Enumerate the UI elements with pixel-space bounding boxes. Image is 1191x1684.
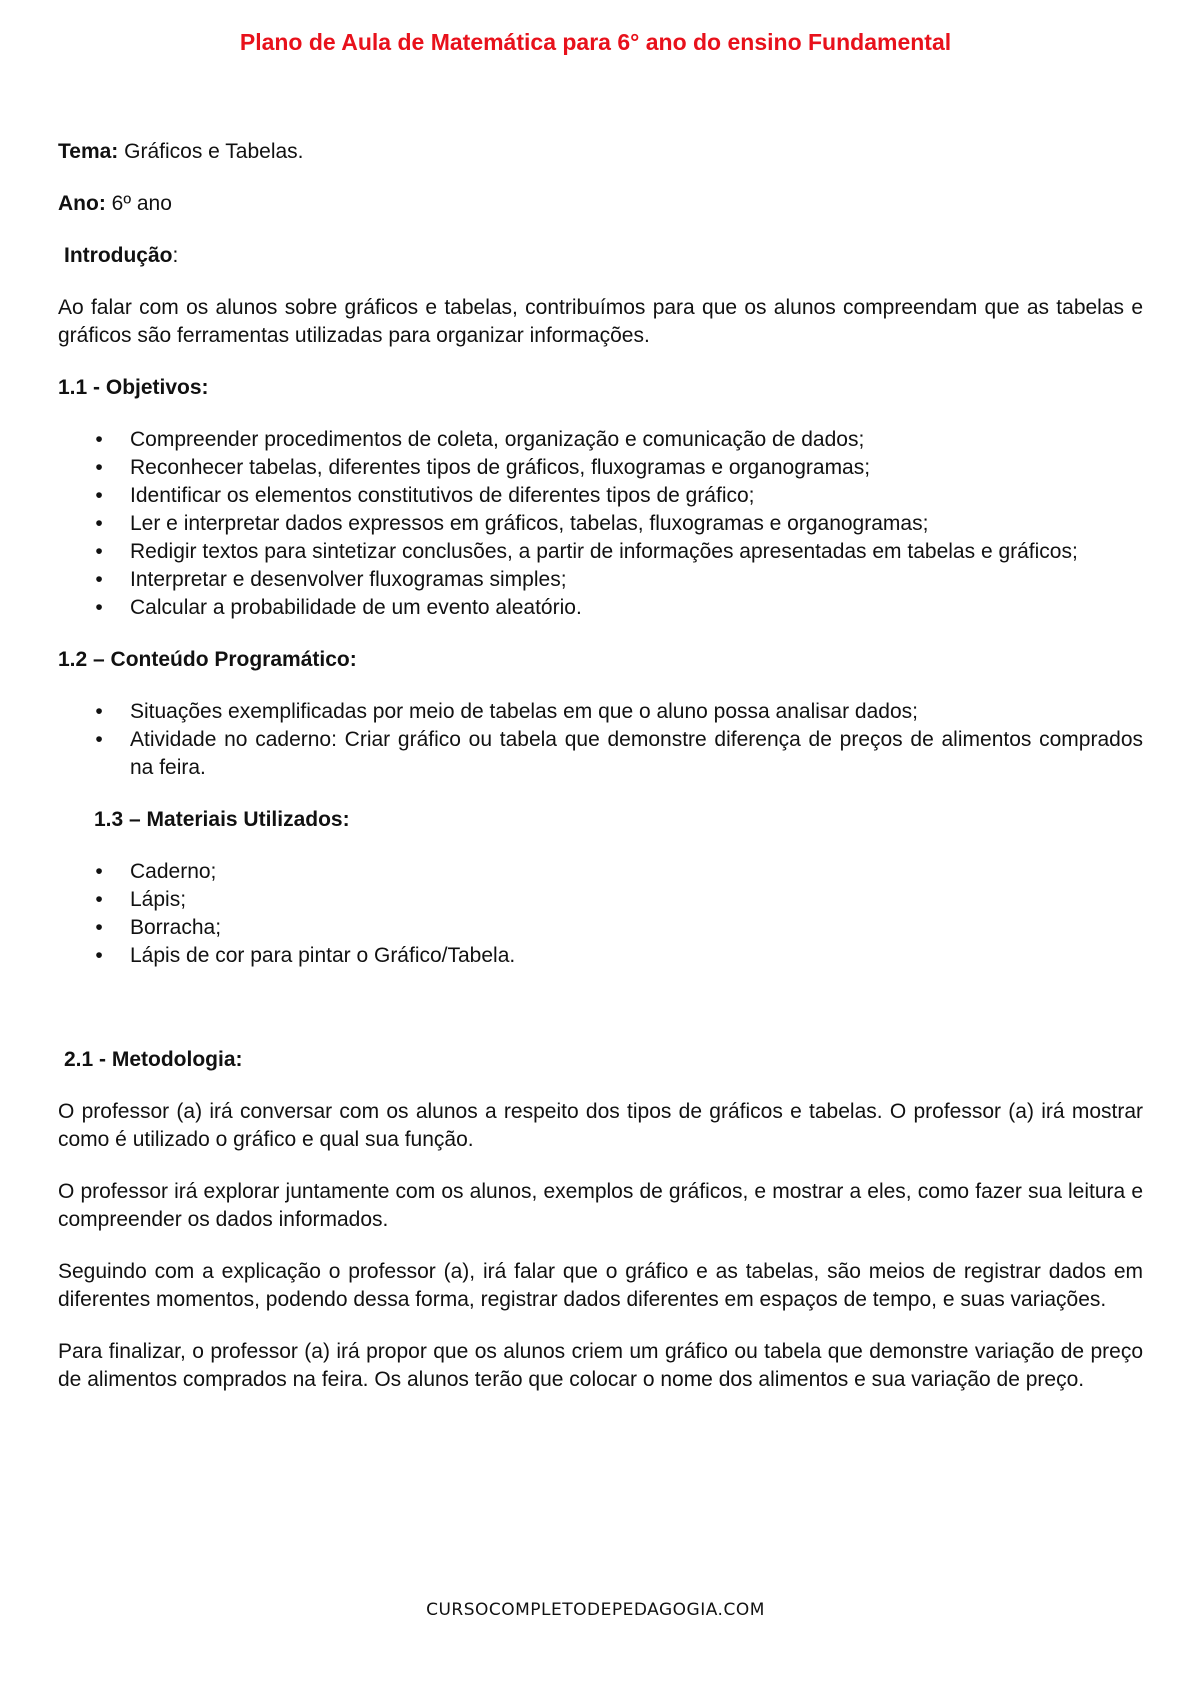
list-item-text: Compreender procedimentos de coleta, organização e comunicação de dados; xyxy=(130,428,865,451)
list-item xyxy=(58,538,1143,566)
list-item xyxy=(58,510,1143,538)
bullet-icon: • xyxy=(95,484,103,507)
tema-field xyxy=(58,138,1143,166)
bullet-icon: • xyxy=(95,568,103,591)
metodologia-paragraph: Seguindo com a explicação o professor (a), irá falar que o gráfico e as tabelas, são meios de registrar dados em diferentes momentos, podendo dessa forma, registrar dados diferentes em espaços de tempo, e suas variações. xyxy=(58,1260,1143,1311)
list-item-text: Situações exemplificadas por meio de tabelas em que o aluno possa analisar dados; xyxy=(130,700,918,723)
bullet-icon: • xyxy=(95,456,103,479)
introducao-heading xyxy=(58,242,1143,270)
list-item-text: Borracha; xyxy=(130,916,222,939)
list-item xyxy=(58,886,1143,914)
list-item-text: Calcular a probabilidade de um evento aleatório. xyxy=(130,596,582,619)
bullet-icon: • xyxy=(95,944,103,967)
list-item-text: Ler e interpretar dados expressos em gráficos, tabelas, fluxogramas e organogramas; xyxy=(130,512,929,535)
bullet-icon: • xyxy=(95,860,103,883)
objetivos-heading: 1.1 - Objetivos: xyxy=(58,376,209,399)
bullet-icon: • xyxy=(95,512,103,535)
document-body xyxy=(58,138,1143,1394)
introducao-heading-text: Introdução xyxy=(64,244,173,267)
materiais-list xyxy=(58,858,1143,970)
metodologia-paragraph: O professor irá explorar juntamente com os alunos, exemplos de gráficos, e mostrar a eles, como fazer sua leitura e compreender os dados informados. xyxy=(58,1180,1143,1231)
list-item-text: Caderno; xyxy=(130,860,217,883)
ano-field xyxy=(58,190,1143,218)
metodologia-paragraph: Para finalizar, o professor (a) irá propor que os alunos criem um gráfico ou tabela que demonstre variação de preço de alimentos comprados na feira. Os alunos terão que colocar o nome dos alimentos e sua variação de preço. xyxy=(58,1340,1143,1391)
conteudo-heading: 1.2 – Conteúdo Programático: xyxy=(58,648,357,671)
list-item-text: Atividade no caderno: Criar gráfico ou tabela que demonstre diferença de preços de alimentos comprados na feira. xyxy=(130,728,1143,779)
document-title: Plano de Aula de Matemática para 6° ano do ensino Fundamental xyxy=(239,29,952,55)
introducao-text: Ao falar com os alunos sobre gráficos e tabelas, contribuímos para que os alunos compreendam que as tabelas e gráficos são ferramentas utilizadas para organizar informações. xyxy=(58,296,1143,347)
list-item-text: Identificar os elementos constitutivos de diferentes tipos de gráfico; xyxy=(130,484,755,507)
bullet-icon: • xyxy=(95,596,103,619)
bullet-icon: • xyxy=(95,888,103,911)
list-item xyxy=(58,726,1143,782)
bullet-icon: • xyxy=(95,540,103,563)
list-item xyxy=(58,942,1143,970)
list-item xyxy=(58,698,1143,726)
conteudo-list xyxy=(58,698,1143,782)
list-item xyxy=(58,482,1143,510)
metodologia-paragraph: O professor (a) irá conversar com os alunos a respeito dos tipos de gráficos e tabelas. O professor (a) irá mostrar como é utilizado o gráfico e qual sua função. xyxy=(58,1100,1143,1151)
metodologia-heading: 2.1 - Metodologia: xyxy=(64,1048,243,1071)
list-item-text: Lápis; xyxy=(130,888,187,911)
list-item xyxy=(58,454,1143,482)
ano-value: 6º ano xyxy=(105,192,172,215)
page-footer: CURSOCOMPLETODEPEDAGOGIA.COM xyxy=(426,1600,765,1620)
bullet-icon: • xyxy=(95,916,103,939)
list-item-text: Reconhecer tabelas, diferentes tipos de gráficos, fluxogramas e organogramas; xyxy=(130,456,871,479)
bullet-icon: • xyxy=(95,700,103,723)
bullet-icon: • xyxy=(95,728,103,751)
list-item-text: Lápis de cor para pintar o Gráfico/Tabela. xyxy=(130,944,516,967)
ano-label: Ano: xyxy=(58,192,106,215)
materiais-heading: 1.3 – Materiais Utilizados: xyxy=(94,808,350,831)
tema-value: Gráficos e Tabelas. xyxy=(118,140,304,163)
objetivos-list xyxy=(58,426,1143,622)
tema-label: Tema: xyxy=(58,140,119,163)
list-item xyxy=(58,426,1143,454)
list-item xyxy=(58,858,1143,886)
list-item-text: Interpretar e desenvolver fluxogramas simples; xyxy=(130,568,567,591)
list-item xyxy=(58,914,1143,942)
bullet-icon: • xyxy=(95,428,103,451)
list-item xyxy=(58,566,1143,594)
introducao-heading-colon: : xyxy=(172,244,179,267)
list-item-text: Redigir textos para sintetizar conclusões, a partir de informações apresentadas em tabelas e gráficos; xyxy=(130,540,1078,563)
list-item xyxy=(58,594,1143,622)
